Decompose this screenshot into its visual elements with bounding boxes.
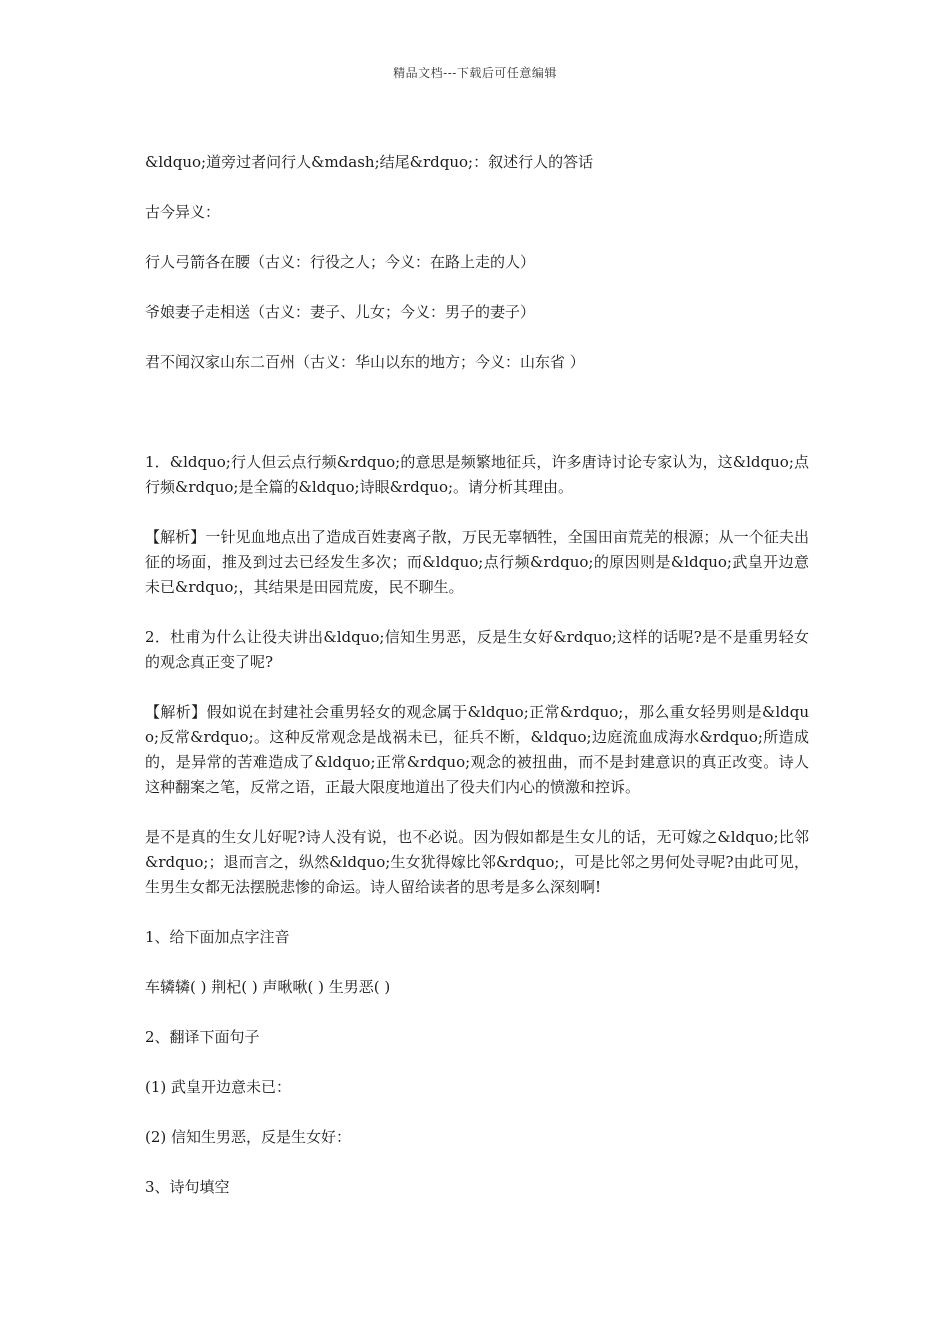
paragraph-example-3: 君不闻汉家山东二百州（古义：华山以东的地方；今义：山东省 ） [145, 353, 585, 371]
exercise-2-heading: 2、翻译下面句子 [145, 1028, 260, 1046]
exercise-2-item-1: (1) 武皇开边意未已： [145, 1078, 292, 1096]
document-body [145, 150, 809, 1225]
paragraph-example-2: 爷娘妻子走相送（古义：妻子、儿女；今义：男子的妻子） [145, 303, 536, 321]
exercise-1-heading: 1、给下面加点字注音 [145, 928, 290, 946]
paragraph-example-1: 行人弓箭各在腰（古义：行役之人；今义：在路上走的人） [145, 253, 536, 271]
paragraph-heading-ancient-modern: 古今异义： [145, 203, 221, 221]
exercise-3-heading: 3、诗句填空 [145, 1178, 230, 1196]
paragraph-structure-note: &ldquo;道旁过者问行人&mdash;结尾&rdquo;：叙述行人的答话 [145, 153, 594, 171]
page-header: 精品文档---下载后可任意编辑 [393, 66, 557, 80]
answer-2-continued: 是不是真的生女儿好呢?诗人没有说，也不必说。因为假如都是生女儿的话，无可嫁之&ldquo;比邻&rdquo;；退而言之，纵然&ldquo;生女犹得嫁比邻&rdquo;，可是比邻之男何处寻呢?由此可见，生男生女都无法摆脱悲惨的命运。诗人留给读者的思考是多么深刻啊! [145, 828, 809, 896]
question-2: 2．杜甫为什么让役夫讲出&ldquo;信知生男恶，反是生女好&rdquo;这样的话呢?是不是重男轻女的观念真正变了呢? [145, 628, 809, 671]
section-gap [145, 400, 809, 450]
answer-1: 【解析】一针见血地点出了造成百姓妻离子散，万民无辜牺牲，全国田亩荒芜的根源；从一个征夫出征的场面，推及到过去已经发生多次；而&ldquo;点行频&rdquo;的原因则是&ldquo;武皇开边意未已&rdquo;，其结果是田园荒废，民不聊生。 [145, 528, 809, 596]
exercise-2-item-2: (2) 信知生男恶，反是生女好： [145, 1128, 352, 1146]
question-1: 1．&ldquo;行人但云点行频&rdquo;的意思是频繁地征兵，许多唐诗讨论专家认为，这&ldquo;点行频&rdquo;是全篇的&ldquo;诗眼&rdquo;。请分析其理由。 [145, 453, 809, 496]
exercise-1-items: 车辚辚( ) 荆杞( ) 声啾啾( ) 生男恶( ) [145, 978, 391, 996]
answer-2: 【解析】假如说在封建社会重男轻女的观念属于&ldquo;正常&rdquo;，那么重女轻男则是&ldquo;反常&rdquo;。这种反常观念是战祸未已，征兵不断，&ldquo;边庭流血成海水&rdquo;所造成的，是异常的苦难造成了&ldquo;正常&rdquo;观念的被扭曲，而不是封建意识的真正改变。诗人这种翻案之笔，反常之语，正最大限度地道出了役夫们内心的愤激和控诉。 [145, 703, 809, 796]
